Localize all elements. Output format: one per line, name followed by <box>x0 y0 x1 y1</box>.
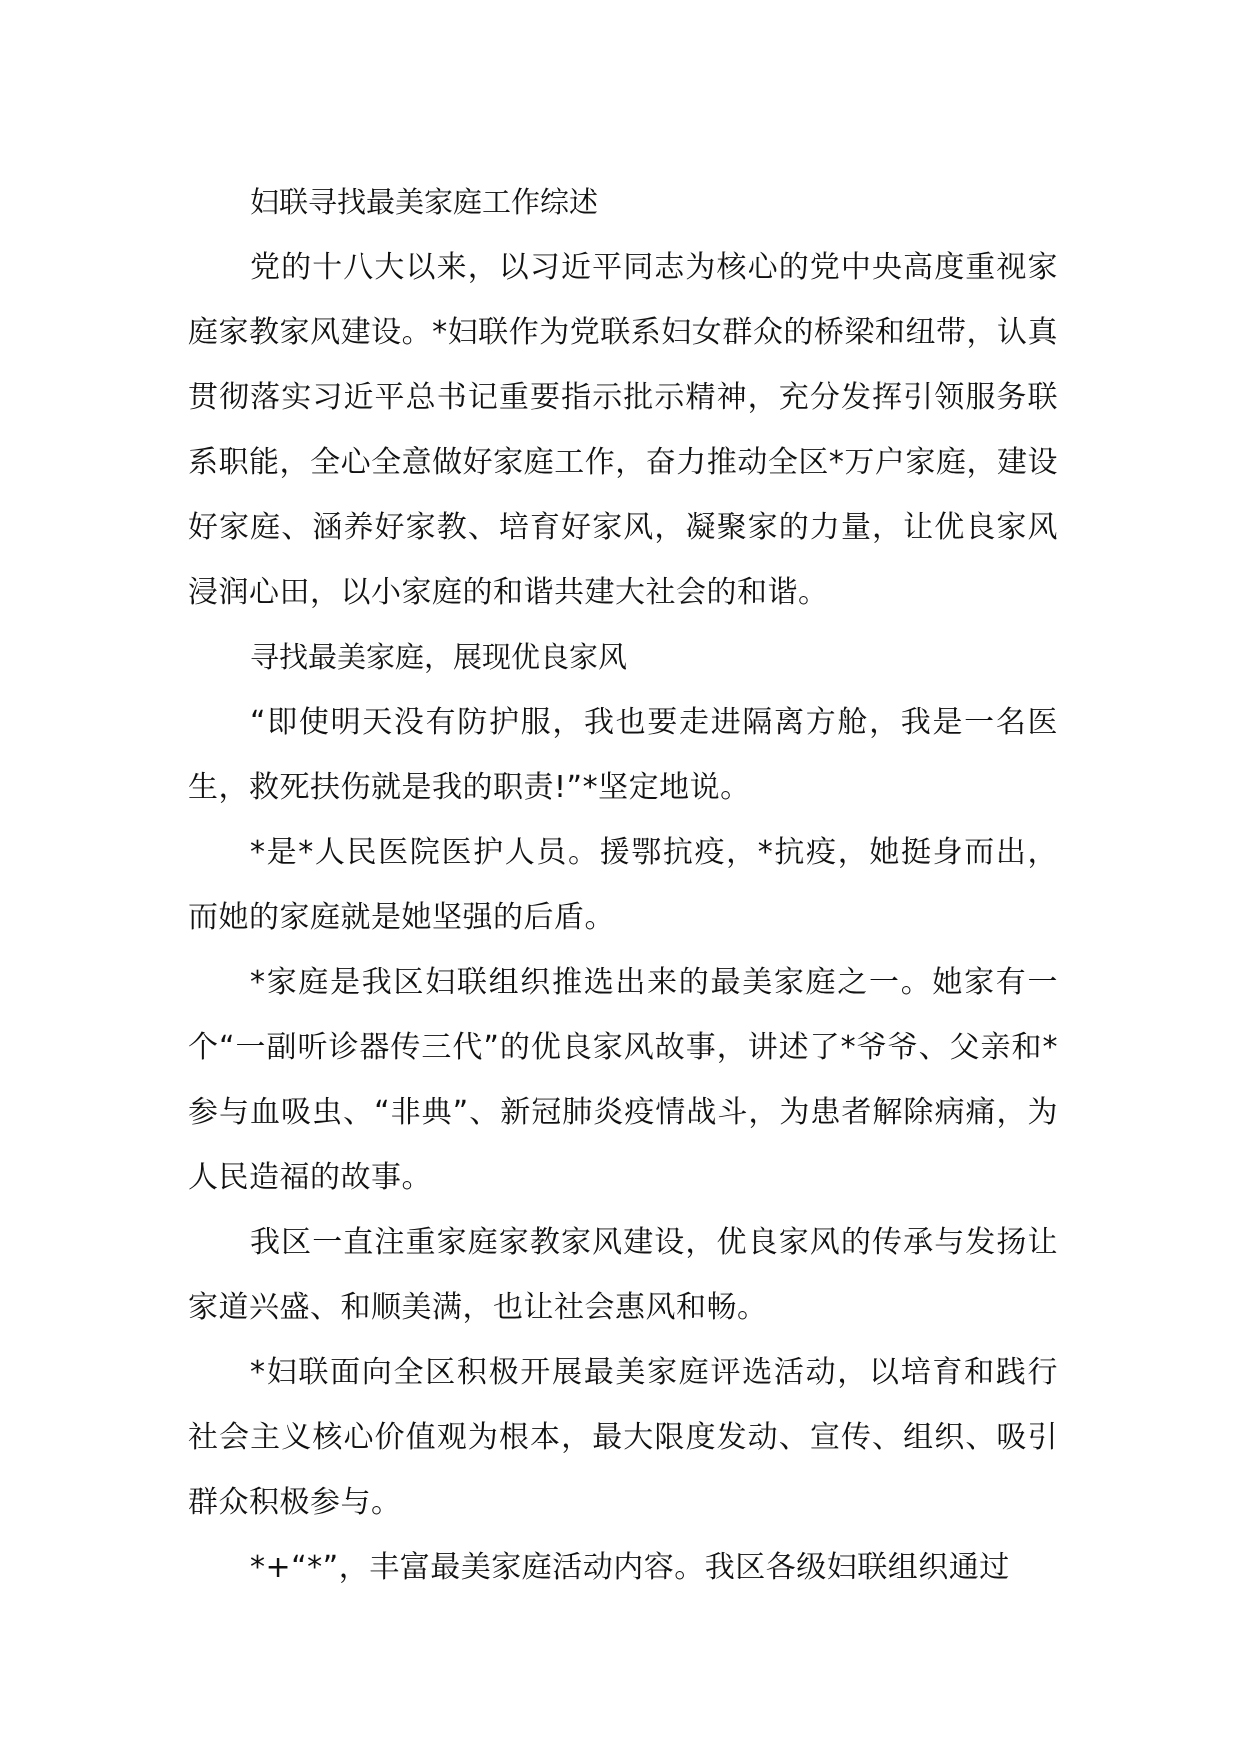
paragraph-family-tradition: 我区一直注重家庭家教家风建设，优良家风的传承与发扬让家道兴盛、和顺美满，也让社会惠风和畅。 <box>188 1225 1058 1325</box>
paragraph-family-story: *家庭是我区妇联组织推选出来的最美家庭之一。她家有一个“一副听诊器传三代”的优良家风故事，讲述了*爷爷、父亲和*参与血吸虫、“非典”、新冠肺炎疫情战斗，为患者解除病痛，为人民造福的故事。 <box>188 965 1058 1195</box>
paragraph-selection-activity: *妇联面向全区积极开展最美家庭评选活动，以培育和践行社会主义核心价值观为根本，最大限度发动、宣传、组织、吸引群众积极参与。 <box>188 1355 1058 1520</box>
section-heading: 寻找最美家庭，展现优良家风 <box>250 640 628 674</box>
paragraph-quote: “即使明天没有防护服，我也要走进隔离方舱，我是一名医生，救死扶伤就是我的职责!”*坚定地说。 <box>188 705 1058 805</box>
document-body <box>188 170 1058 1600</box>
paragraph-activity-content: *+“*”，丰富最美家庭活动内容。我区各级妇联组织通过 <box>250 1550 1010 1585</box>
paragraph-intro: 党的十八大以来，以习近平同志为核心的党中央高度重视家庭家教家风建设。*妇联作为党联系妇女群众的桥梁和纽带，认真贯彻落实习近平总书记重要指示批示精神，充分发挥引领服务联系职能，全心全意做好家庭工作，奋力推动全区*万户家庭，建设好家庭、涵养好家教、培育好家风，凝聚家的力量，让优良家风浸润心田，以小家庭的和谐共建大社会的和谐。 <box>188 250 1058 610</box>
document-title: 妇联寻找最美家庭工作综述 <box>250 185 599 219</box>
paragraph-doctor: *是*人民医院医护人员。援鄂抗疫，*抗疫，她挺身而出，而她的家庭就是她坚强的后盾。 <box>188 835 1058 935</box>
